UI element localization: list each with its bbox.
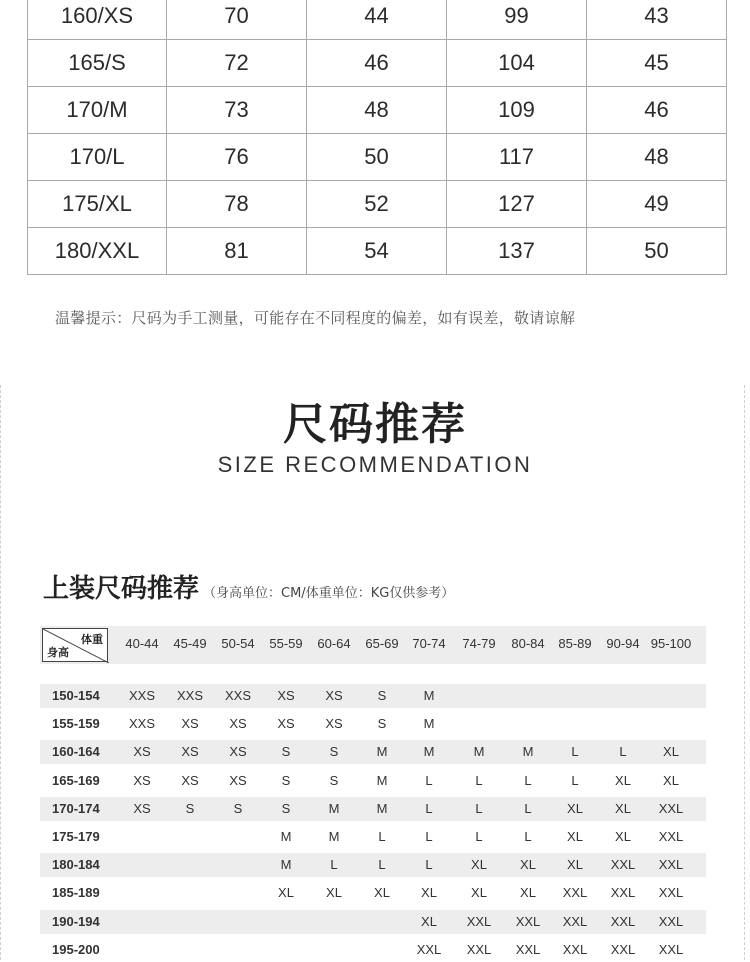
measurement-cell: 76 [167, 134, 307, 181]
size-cell: XS [277, 716, 295, 732]
size-cell: L [475, 772, 483, 788]
measurement-cell: 48 [307, 87, 447, 134]
measurement-cell: 52 [307, 181, 447, 228]
size-cell: XXL [610, 941, 636, 957]
size-cell: XS [181, 744, 199, 760]
size-cell: M [376, 744, 388, 760]
size-cell: L [571, 744, 579, 760]
size-cell: S [233, 800, 243, 816]
size-cell: XXL [562, 885, 588, 901]
size-cell: XL [520, 857, 536, 873]
measurement-cell: 137 [447, 228, 587, 275]
size-cell: XXL [466, 941, 492, 957]
size-cell: XL [421, 913, 437, 929]
measurement-cell: 44 [307, 0, 447, 40]
size-label-cell: 170/M [28, 87, 167, 134]
measurement-row [28, 228, 727, 275]
recommend-row [40, 910, 706, 934]
size-cell: S [377, 688, 387, 703]
measurement-tip: 温馨提示：尺码为手工测量，可能存在不同程度的偏差，如有误差，敬请谅解 [55, 309, 576, 327]
size-cell: M [423, 744, 435, 760]
size-label-cell: 170/L [28, 134, 167, 181]
measurement-cell: 43 [587, 0, 727, 40]
height-range-label: 170-174 [52, 800, 100, 816]
size-cell: XL [663, 744, 679, 760]
weight-column-header: 70-74 [412, 636, 446, 651]
size-cell: XXL [610, 885, 636, 901]
size-cell: XL [421, 885, 437, 901]
size-cell: XXL [658, 857, 684, 873]
height-range-label: 180-184 [52, 857, 100, 873]
measurement-cell: 48 [587, 134, 727, 181]
size-cell: XL [567, 829, 583, 844]
size-cell: S [281, 744, 291, 760]
size-cell: XS [229, 716, 247, 732]
measurement-cell: 78 [167, 181, 307, 228]
measurement-cell: 104 [447, 40, 587, 87]
size-cell: XL [567, 857, 583, 873]
size-cell: L [425, 772, 433, 788]
size-measurement-table [27, 0, 727, 275]
size-cell: S [377, 716, 387, 732]
size-cell: XXS [128, 688, 155, 703]
weight-column-header: 80-84 [511, 636, 545, 651]
height-range-label: 160-164 [52, 744, 100, 760]
height-range-label: 195-200 [52, 941, 100, 957]
size-cell: L [475, 829, 483, 844]
size-cell: M [328, 829, 340, 844]
corner-height-label: 身高 [47, 646, 69, 659]
size-cell: XXL [515, 913, 541, 929]
size-cell: XS [325, 716, 343, 732]
measurement-row [28, 0, 727, 40]
size-cell: XS [133, 772, 151, 788]
measurement-cell: 46 [307, 40, 447, 87]
measurement-cell: 73 [167, 87, 307, 134]
recommend-row [40, 684, 706, 708]
size-cell: S [329, 744, 339, 760]
height-range-label: 185-189 [52, 885, 100, 901]
size-cell: XS [325, 688, 343, 703]
size-cell: M [522, 744, 534, 760]
size-cell: XL [278, 885, 294, 901]
size-cell: XS [181, 772, 199, 788]
size-cell: L [425, 829, 433, 844]
measurement-row [28, 181, 727, 228]
weight-column-header: 50-54 [221, 636, 255, 651]
measurement-cell: 117 [447, 134, 587, 181]
size-cell: L [378, 857, 386, 873]
size-cell: S [281, 772, 291, 788]
size-cell: L [378, 829, 386, 844]
weight-column-header: 85-89 [558, 636, 592, 651]
height-range-label: 165-169 [52, 772, 100, 788]
size-cell: L [524, 829, 532, 844]
size-label-cell: 180/XXL [28, 228, 167, 275]
size-cell: XXL [658, 913, 684, 929]
size-cell: XXL [658, 829, 684, 844]
size-cell: XL [471, 857, 487, 873]
recommend-row [40, 881, 706, 905]
corner-weight-label: 体重 [81, 633, 103, 646]
weight-column-header: 65-69 [365, 636, 399, 651]
weight-column-header: 90-94 [606, 636, 640, 651]
size-cell: XXL [416, 941, 442, 957]
recommend-row [40, 853, 706, 877]
weight-column-header: 55-59 [269, 636, 303, 651]
measurement-cell: 72 [167, 40, 307, 87]
size-cell: M [423, 688, 435, 703]
size-cell: XL [374, 885, 390, 901]
recommend-row [40, 712, 706, 736]
size-cell: XS [277, 688, 295, 703]
size-cell: XXL [562, 913, 588, 929]
measurement-cell: 50 [587, 228, 727, 275]
size-cell: XXL [658, 800, 684, 816]
measurement-cell: 127 [447, 181, 587, 228]
weight-column-header: 60-64 [317, 636, 351, 651]
size-cell: XS [181, 716, 199, 732]
size-cell: XL [471, 885, 487, 901]
size-cell: M [423, 716, 435, 732]
measurement-row [28, 87, 727, 134]
size-cell: XL [326, 885, 342, 901]
size-cell: XL [520, 885, 536, 901]
measurement-row [28, 134, 727, 181]
height-range-label: 150-154 [52, 688, 100, 703]
measurement-cell: 81 [167, 228, 307, 275]
size-cell: XXL [515, 941, 541, 957]
recommend-heading-note: （身高单位：CM/体重单位：KG仅供参考） [203, 586, 455, 601]
measurement-cell: 70 [167, 0, 307, 40]
size-cell: XS [229, 772, 247, 788]
size-cell: M [473, 744, 485, 760]
weight-column-header: 45-49 [173, 636, 207, 651]
size-cell: S [185, 800, 195, 816]
recommend-heading [43, 568, 454, 605]
weight-column-header: 40-44 [125, 636, 159, 651]
size-cell: S [281, 800, 291, 816]
size-cell: S [329, 772, 339, 788]
size-cell: XS [133, 800, 151, 816]
size-cell: L [425, 800, 433, 816]
size-cell: XL [615, 772, 631, 788]
recommend-heading-title: 上装尺码推荐 [43, 574, 200, 604]
size-cell: XL [615, 800, 631, 816]
size-cell: XL [663, 772, 679, 788]
weight-column-header: 74-79 [462, 636, 496, 651]
size-cell: L [330, 857, 338, 873]
size-cell: XS [133, 744, 151, 760]
size-cell: M [280, 829, 292, 844]
size-cell: L [425, 857, 433, 873]
size-cell: L [475, 800, 483, 816]
size-cell: L [619, 744, 627, 760]
size-cell: M [376, 772, 388, 788]
measurement-cell: 45 [587, 40, 727, 87]
size-cell: XXS [128, 716, 155, 732]
size-cell: XXS [176, 688, 203, 703]
section-title-en: SIZE RECOMMENDATION [217, 452, 533, 477]
size-label-cell: 165/S [28, 40, 167, 87]
size-cell: XXL [466, 913, 492, 929]
recommend-row [40, 825, 706, 849]
size-cell: XXS [224, 688, 251, 703]
size-cell: XL [615, 829, 631, 844]
height-range-label: 155-159 [52, 716, 100, 732]
size-label-cell: 160/XS [28, 0, 167, 40]
size-cell: M [280, 857, 292, 873]
section-title-cn: 尺码推荐 [283, 399, 467, 450]
height-range-label: 175-179 [52, 829, 100, 844]
measurement-table-body [28, 0, 727, 275]
corner-header-cell [42, 628, 108, 662]
height-range-label: 190-194 [52, 913, 100, 929]
recommend-row [40, 797, 706, 821]
size-cell: XXL [610, 913, 636, 929]
measurement-cell: 99 [447, 0, 587, 40]
weight-column-header: 95-100 [650, 636, 692, 651]
size-cell: XL [567, 800, 583, 816]
measurement-cell: 109 [447, 87, 587, 134]
measurement-cell: 50 [307, 134, 447, 181]
size-cell: M [328, 800, 340, 816]
measurement-cell: 46 [587, 87, 727, 134]
size-cell: XXL [658, 885, 684, 901]
size-cell: XXL [610, 857, 636, 873]
size-label-cell: 175/XL [28, 181, 167, 228]
measurement-cell: 54 [307, 228, 447, 275]
size-cell: XXL [562, 941, 588, 957]
size-cell: L [571, 772, 579, 788]
recommend-row [40, 740, 706, 764]
size-cell: XXL [658, 941, 684, 957]
size-cell: M [376, 800, 388, 816]
size-cell: XS [229, 744, 247, 760]
size-cell: L [524, 772, 532, 788]
measurement-row [28, 40, 727, 87]
recommend-row [40, 769, 706, 793]
size-cell: L [524, 800, 532, 816]
measurement-cell: 49 [587, 181, 727, 228]
recommend-row [40, 938, 706, 962]
